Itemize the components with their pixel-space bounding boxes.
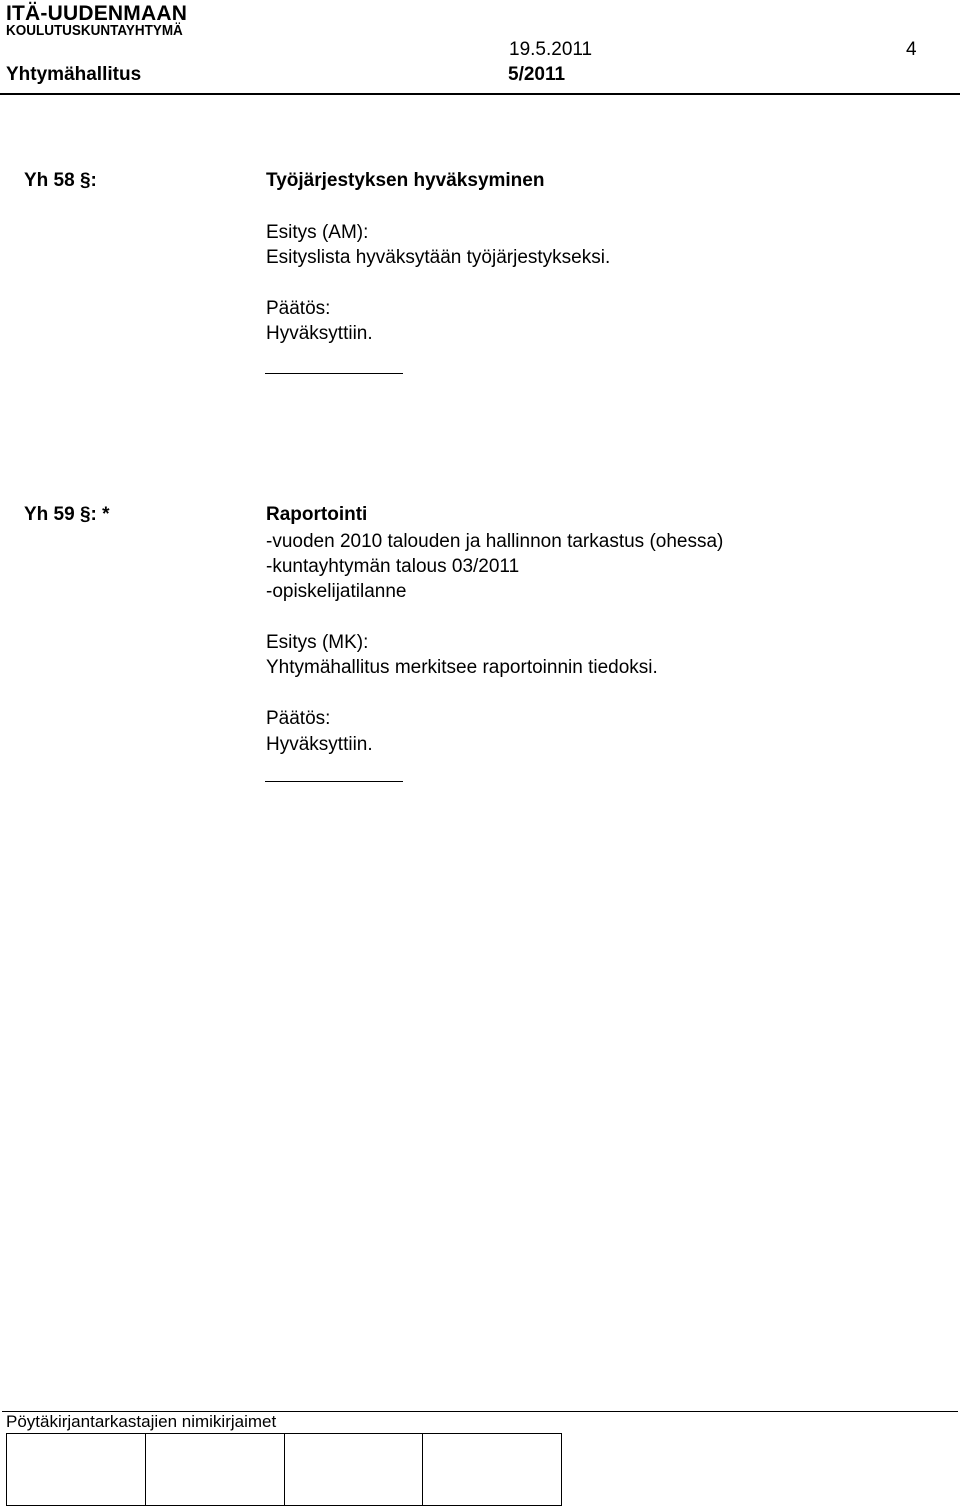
initials-cell	[7, 1434, 146, 1506]
header-divider	[0, 93, 960, 95]
item-58-proposal-label: Esitys (AM):	[266, 222, 369, 243]
item-58-proposal-text: Esityslista hyväksytään työjärjestykseksi.	[266, 247, 611, 268]
initials-cell	[145, 1434, 284, 1506]
initials-cell	[284, 1434, 423, 1506]
item-58-title: Työjärjestyksen hyväksyminen	[266, 170, 545, 191]
item-58-decision-text: Hyväksyttiin.	[266, 323, 373, 344]
item-59-decision-text: Hyväksyttiin.	[266, 734, 373, 755]
item-59-number: Yh 59 §: *	[24, 504, 110, 525]
item-58-end-rule	[265, 373, 403, 374]
initials-cell	[423, 1434, 562, 1506]
item-58-number: Yh 58 §:	[24, 170, 97, 191]
meeting-number: 5/2011	[508, 64, 566, 85]
page-number: 4	[906, 39, 917, 60]
initials-row	[7, 1434, 562, 1506]
organization-name: ITÄ-UUDENMAAN	[6, 2, 188, 25]
item-58-decision-label: Päätös:	[266, 298, 331, 319]
item-59-decision-label: Päätös:	[266, 708, 331, 729]
item-59-bullet-3: -opiskelijatilanne	[266, 581, 407, 602]
governing-body: Yhtymähallitus	[6, 64, 142, 85]
item-59-bullet-2: -kuntayhtymän talous 03/2011	[266, 556, 520, 577]
item-59-title: Raportointi	[266, 504, 368, 525]
item-59-end-rule	[265, 781, 403, 782]
initials-table	[6, 1433, 562, 1506]
item-59-proposal-text: Yhtymähallitus merkitsee raportoinnin tiedoksi.	[266, 657, 658, 678]
item-59-bullet-1: -vuoden 2010 talouden ja hallinnon tarkastus (ohessa)	[266, 531, 724, 552]
organization-subtitle: KOULUTUSKUNTAYHTYMÄ	[6, 23, 183, 39]
footer-label: Pöytäkirjantarkastajien nimikirjaimet	[6, 1412, 277, 1431]
meeting-date: 19.5.2011	[509, 39, 593, 60]
item-59-proposal-label: Esitys (MK):	[266, 632, 369, 653]
